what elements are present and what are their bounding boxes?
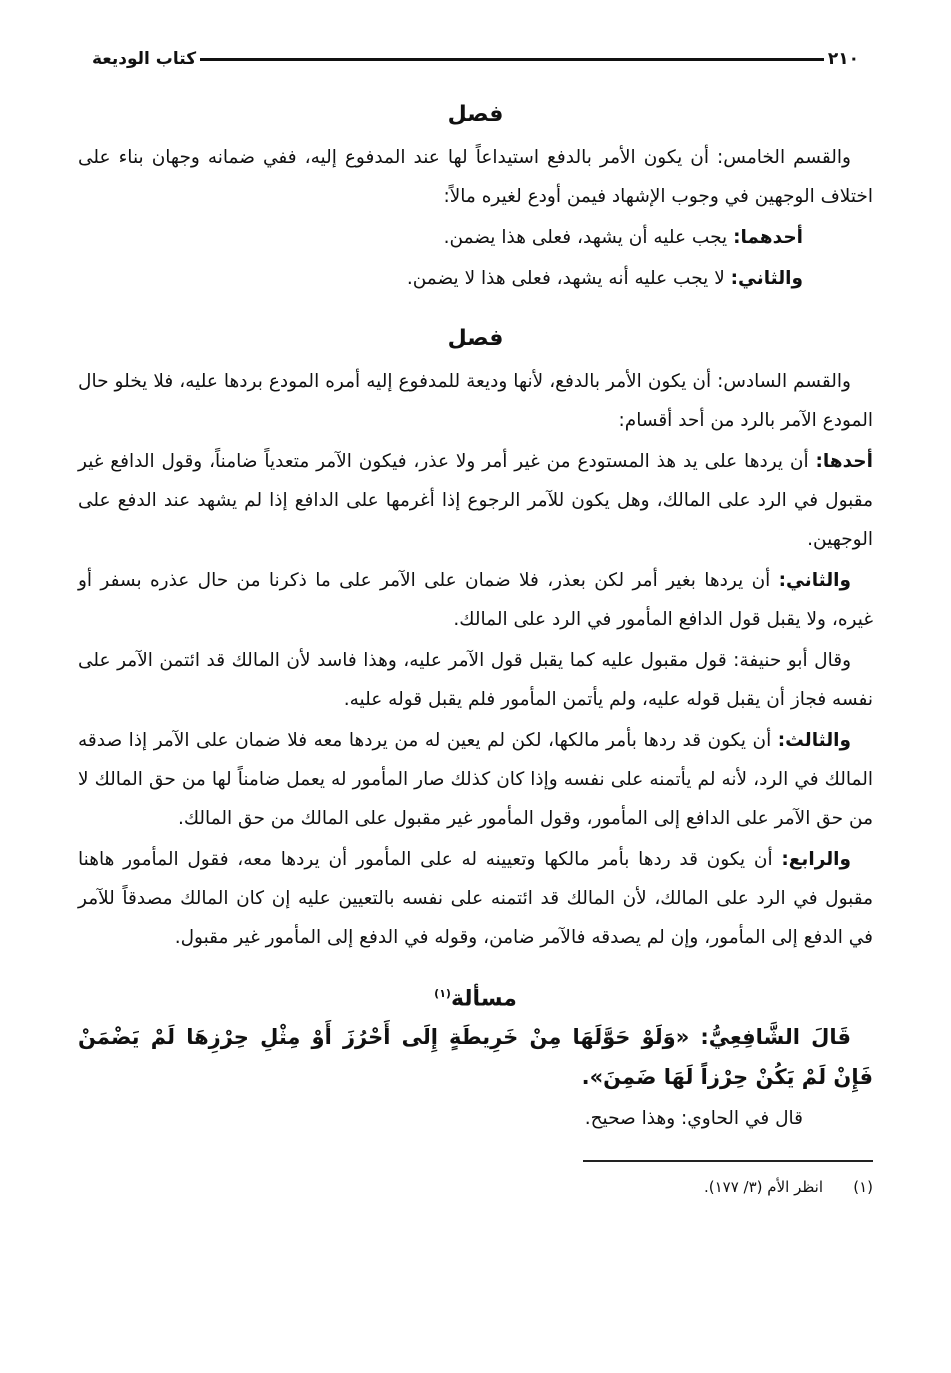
shafii-quote: قَالَ الشَّافِعِيُّ: «وَلَوْ حَوَّلَهَا مِنْ خَرِيطَةٍ إِلَى أَحْرُزَ أَوْ مِثْلِ حِرْزِهَا لَمْ يَضْمَنْ فَإِنْ لَمْ يَكُنْ حِرْزاً لَهَا ضَمِنَ».: [78, 1025, 873, 1089]
list-item: والثاني: لا يجب عليه أنه يشهد، فعلى هذا لا يضمن.: [406, 268, 803, 289]
paragraph: وقال أبو حنيفة: قول مقبول عليه كما يقبل قول الآمر عليه، وهذا فاسد لأن المالك قد ائتمن الآمر على نفسه فجاز أن يقبل قوله عليه، ولم يأتمن المأمور فلم يقبل قوله عليه.: [78, 650, 873, 710]
paragraph: والقسم السادس: أن يكون الأمر بالدفع، لأنها وديعة للمدفوع إليه أمره المودع بردها عليه، فلا يخلو حال المودع الآمر بالرد من أحد أقسام:: [78, 371, 873, 431]
page-number: ٢١٠: [827, 49, 859, 69]
footnote-divider: [583, 1160, 873, 1162]
book-title: كتاب الوديعة: [92, 49, 197, 69]
page-body: [78, 92, 873, 1200]
list-item: والثاني: أن يردها بغير أمر لكن بعذر، فلا ضمان على الآمر على ما ذكرنا من حال عذره بسفر أو غيره، ولا يقبل قول الدافع المأمور في الرد على المالك.: [78, 570, 873, 630]
list-item: والرابع: أن يكون قد ردها بأمر مالكها وتعيينه له على المأمور أن يردها معه، فقول المأمور هاهنا مقبول في الرد على المالك، لأن المالك قد ائتمنه على نفسه بالتعيين عليه إن كان المالك مصدقاً للآمر في الدفع إلى المأمور، وإن لم يصدقه فالآمر ضامن، وقوله في الدفع إلى المأمور غير مقبول.: [78, 849, 873, 948]
masala-heading: مسألة$^{(١)}$: [434, 986, 517, 1012]
footnote: (١)انظر الأم (٣/ ١٧٧).: [703, 1177, 873, 1196]
header-rule: [200, 58, 824, 61]
list-item: والثالث: أن يكون قد ردها بأمر مالكها، لكن لم يعين له من يردها معه فلا ضمان على الآمر إذا صدقه المالك في الرد، لأنه لم يأتمنه على نفسه وإذا كان كذلك صار المأمور له يعمل ضامناً لها من حق المالك لا من حق الآمر على الدافع إلى المأمور، وقول المأمور غير مقبول على المالك من حق المالك.: [78, 730, 873, 829]
paragraph: قال في الحاوي: وهذا صحيح.: [584, 1108, 803, 1129]
list-item: أحدهما: يجب عليه أن يشهد، فعلى هذا يضمن.: [443, 227, 803, 248]
footnote-ref[interactable]: (١): [434, 987, 451, 1000]
running-header: [78, 44, 873, 74]
section-heading: فصل: [447, 326, 504, 351]
section-heading: فصل: [447, 102, 504, 127]
list-item: أحدها: أن يردها على يد هذ المستودع من غير أمر ولا عذر، فيكون الآمر متعدياً ضامناً، وقول الدافع غير مقبول في الرد على المالك، وهل يكون للآمر الرجوع إذا أغرمها على الدافع إذا لم يشهد عند الدفع على الوجهين.: [78, 451, 873, 550]
paragraph: والقسم الخامس: أن يكون الأمر بالدفع استيداعاً لها عند المدفوع إليه، ففي ضمانه وجهان بناء على اختلاف الوجهين في وجوب الإشهاد فيمن أودع لغيره مالاً:: [78, 147, 873, 207]
